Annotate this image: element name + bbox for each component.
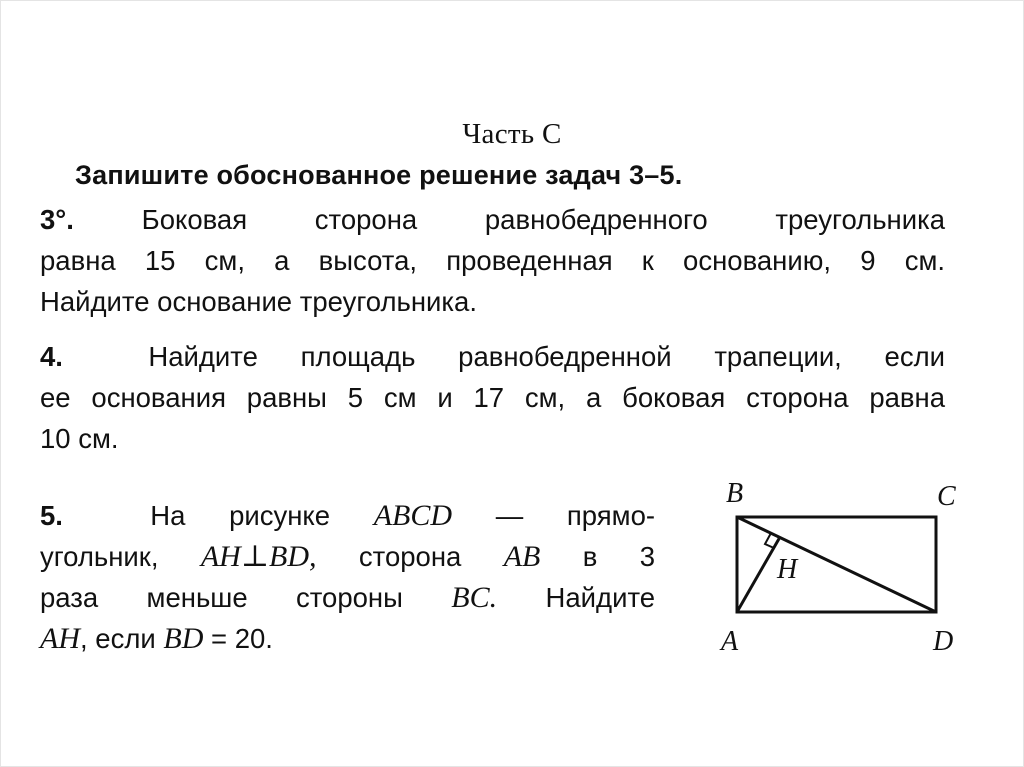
- task-5-text: в 3: [582, 541, 656, 572]
- task-4-line-2: ее основания равны 5 см и 17 см, а боковая сторона равна: [40, 382, 945, 413]
- instruction-text: Запишите обоснованное решение задач 3–5.: [75, 160, 683, 190]
- task-5-math: AH: [40, 622, 80, 655]
- task-3-line-1: [40, 199, 945, 240]
- task-5-text: Найдите: [545, 582, 656, 613]
- task-3-number: 3°.: [40, 204, 74, 235]
- label-a: A: [721, 626, 739, 657]
- task-5-text: На рисунке: [150, 500, 331, 531]
- diagonal-bd: [737, 517, 936, 612]
- label-b: B: [726, 478, 744, 509]
- task-4-line-1: [40, 336, 945, 377]
- task-5-number: 5.: [40, 500, 63, 531]
- task-5-math: BC.: [451, 581, 498, 614]
- task-5: [40, 495, 655, 659]
- rectangle-figure: [715, 475, 975, 665]
- task-5-line-3: [40, 577, 655, 618]
- label-d: D: [933, 626, 954, 657]
- task-5-line-1: [40, 495, 655, 536]
- task-5-text: , если: [80, 623, 156, 654]
- task-3-line-2: равна 15 см, а высота, проведенная к основанию, 9 см.: [40, 245, 945, 276]
- rectangle-diagram: [715, 475, 975, 665]
- task-3-line-3: Найдите основание треугольника.: [40, 286, 477, 317]
- label-h: H: [777, 554, 798, 585]
- task-5-text: угольник,: [40, 541, 159, 572]
- part-title: Часть С: [462, 118, 562, 150]
- task-5-line-4: [40, 618, 655, 659]
- task-5-text: — прямо-: [495, 500, 656, 531]
- task-5-math: BD: [163, 622, 204, 655]
- task-5-line-2: [40, 536, 655, 577]
- task-5-math: AH⊥BD,: [200, 540, 317, 573]
- task-4-line-1-text: Найдите площадь равнобедренной трапеции, если: [148, 341, 945, 372]
- task-3: [40, 199, 945, 322]
- label-c: C: [937, 481, 956, 512]
- task-4-line-3: 10 см.: [40, 423, 119, 454]
- task-5-math: ABCD: [373, 499, 453, 532]
- task-5-text: сторона: [358, 541, 462, 572]
- task-4-number: 4.: [40, 341, 63, 372]
- task-5-text: раза меньше стороны: [40, 582, 403, 613]
- task-4: [40, 336, 945, 459]
- task-5-math: AB: [503, 540, 541, 573]
- task-5-text: = 20.: [211, 623, 273, 654]
- task-3-line-1-text: Боковая сторона равнобедренного треугольника: [141, 204, 946, 235]
